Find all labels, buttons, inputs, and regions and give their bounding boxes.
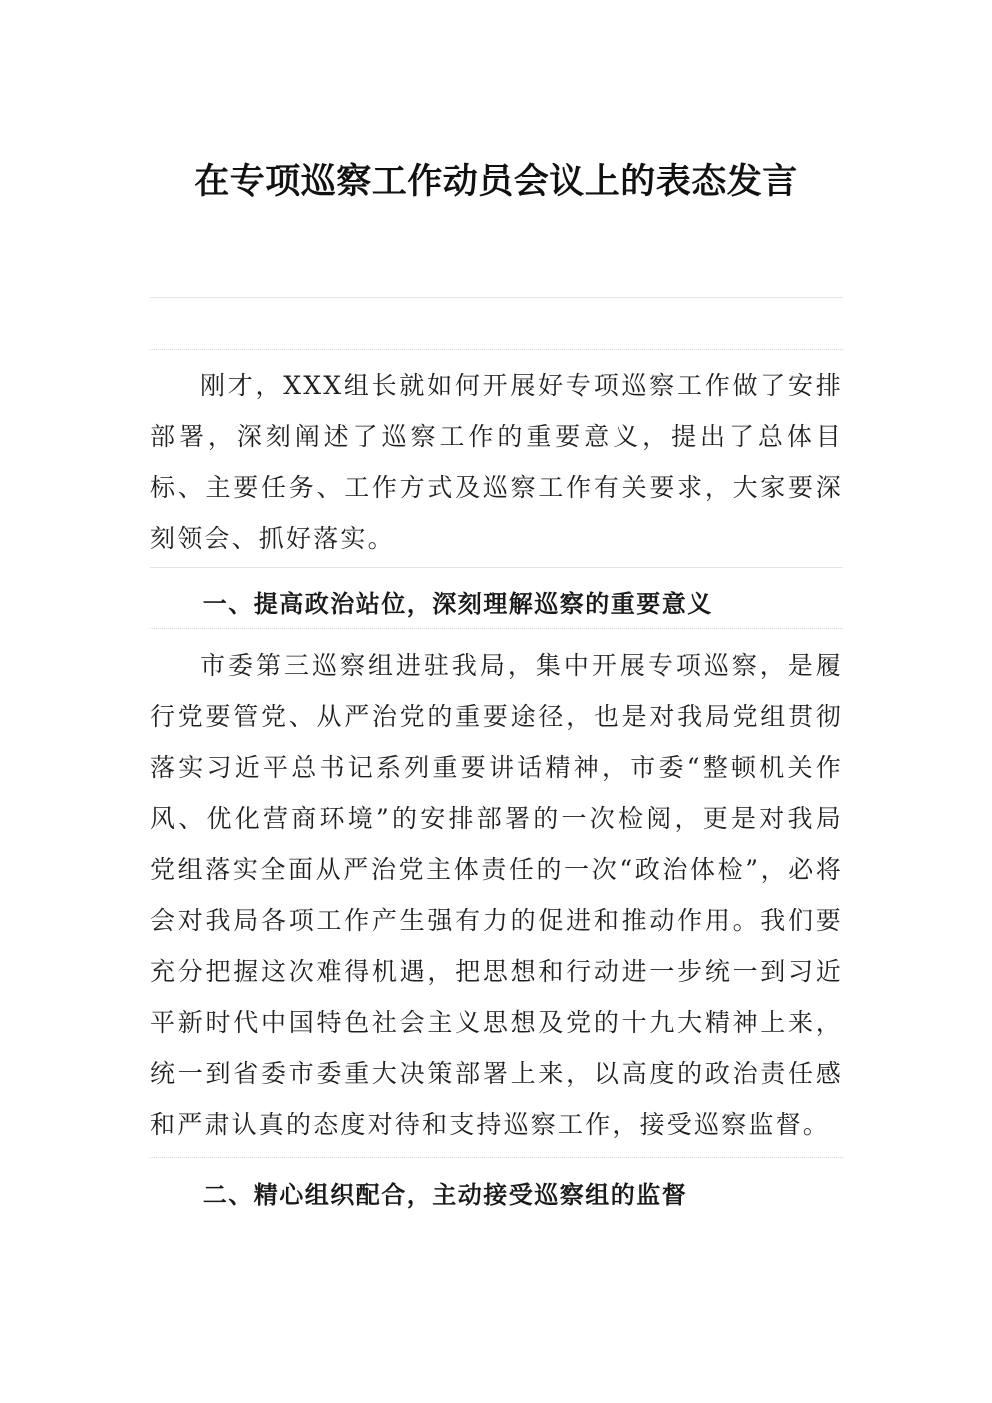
- document-title: 在专项巡察工作动员会议上的表态发言: [194, 161, 798, 202]
- section-heading: 二、精心组织配合，主动接受巡察组的监督: [202, 1181, 688, 1209]
- divider-line: [150, 349, 843, 350]
- divider-line: [150, 297, 843, 298]
- section1-body-block: [150, 640, 843, 1150]
- section-paragraph: 市委第三巡察组进驻我局，集中开展专项巡察，是履行党要管党、从严治党的重要途径，也是对我局党组贯彻落实习近平总书记系列重要讲话精神，市委“整顿机关作风、优化营商环境”的安排部署的一次检阅，更是对我局党组落实全面从严治党主体责任的一次“政治体检”，必将会对我局各项工作产生强有力的促进和推动作用。我们要充分把握这次难得机遇，把思想和行动进一步统一到习近平新时代中国特色社会主义思想及党的十九大精神上来，统一到省委市委重大决策部署上来，以高度的政治责任感和严肃认真的态度对待和支持巡察工作，接受巡察监督。: [150, 651, 843, 1139]
- divider-line: [150, 567, 843, 568]
- intro-paragraph: 刚才，XXX组长就如何开展好专项巡察工作做了安排部署，深刻阐述了巡察工作的重要意义，提出了总体目标、主要任务、工作方式及巡察工作有关要求，大家要深刻领会、抓好落实。: [150, 371, 843, 553]
- divider-line: [150, 1157, 843, 1158]
- section-heading: 一、提高政治站位，深刻理解巡察的重要意义: [202, 590, 713, 618]
- section2-heading-block: [150, 1175, 843, 1215]
- divider-line: [150, 628, 843, 629]
- intro-block: [150, 360, 843, 564]
- section1-heading-block: [150, 584, 843, 624]
